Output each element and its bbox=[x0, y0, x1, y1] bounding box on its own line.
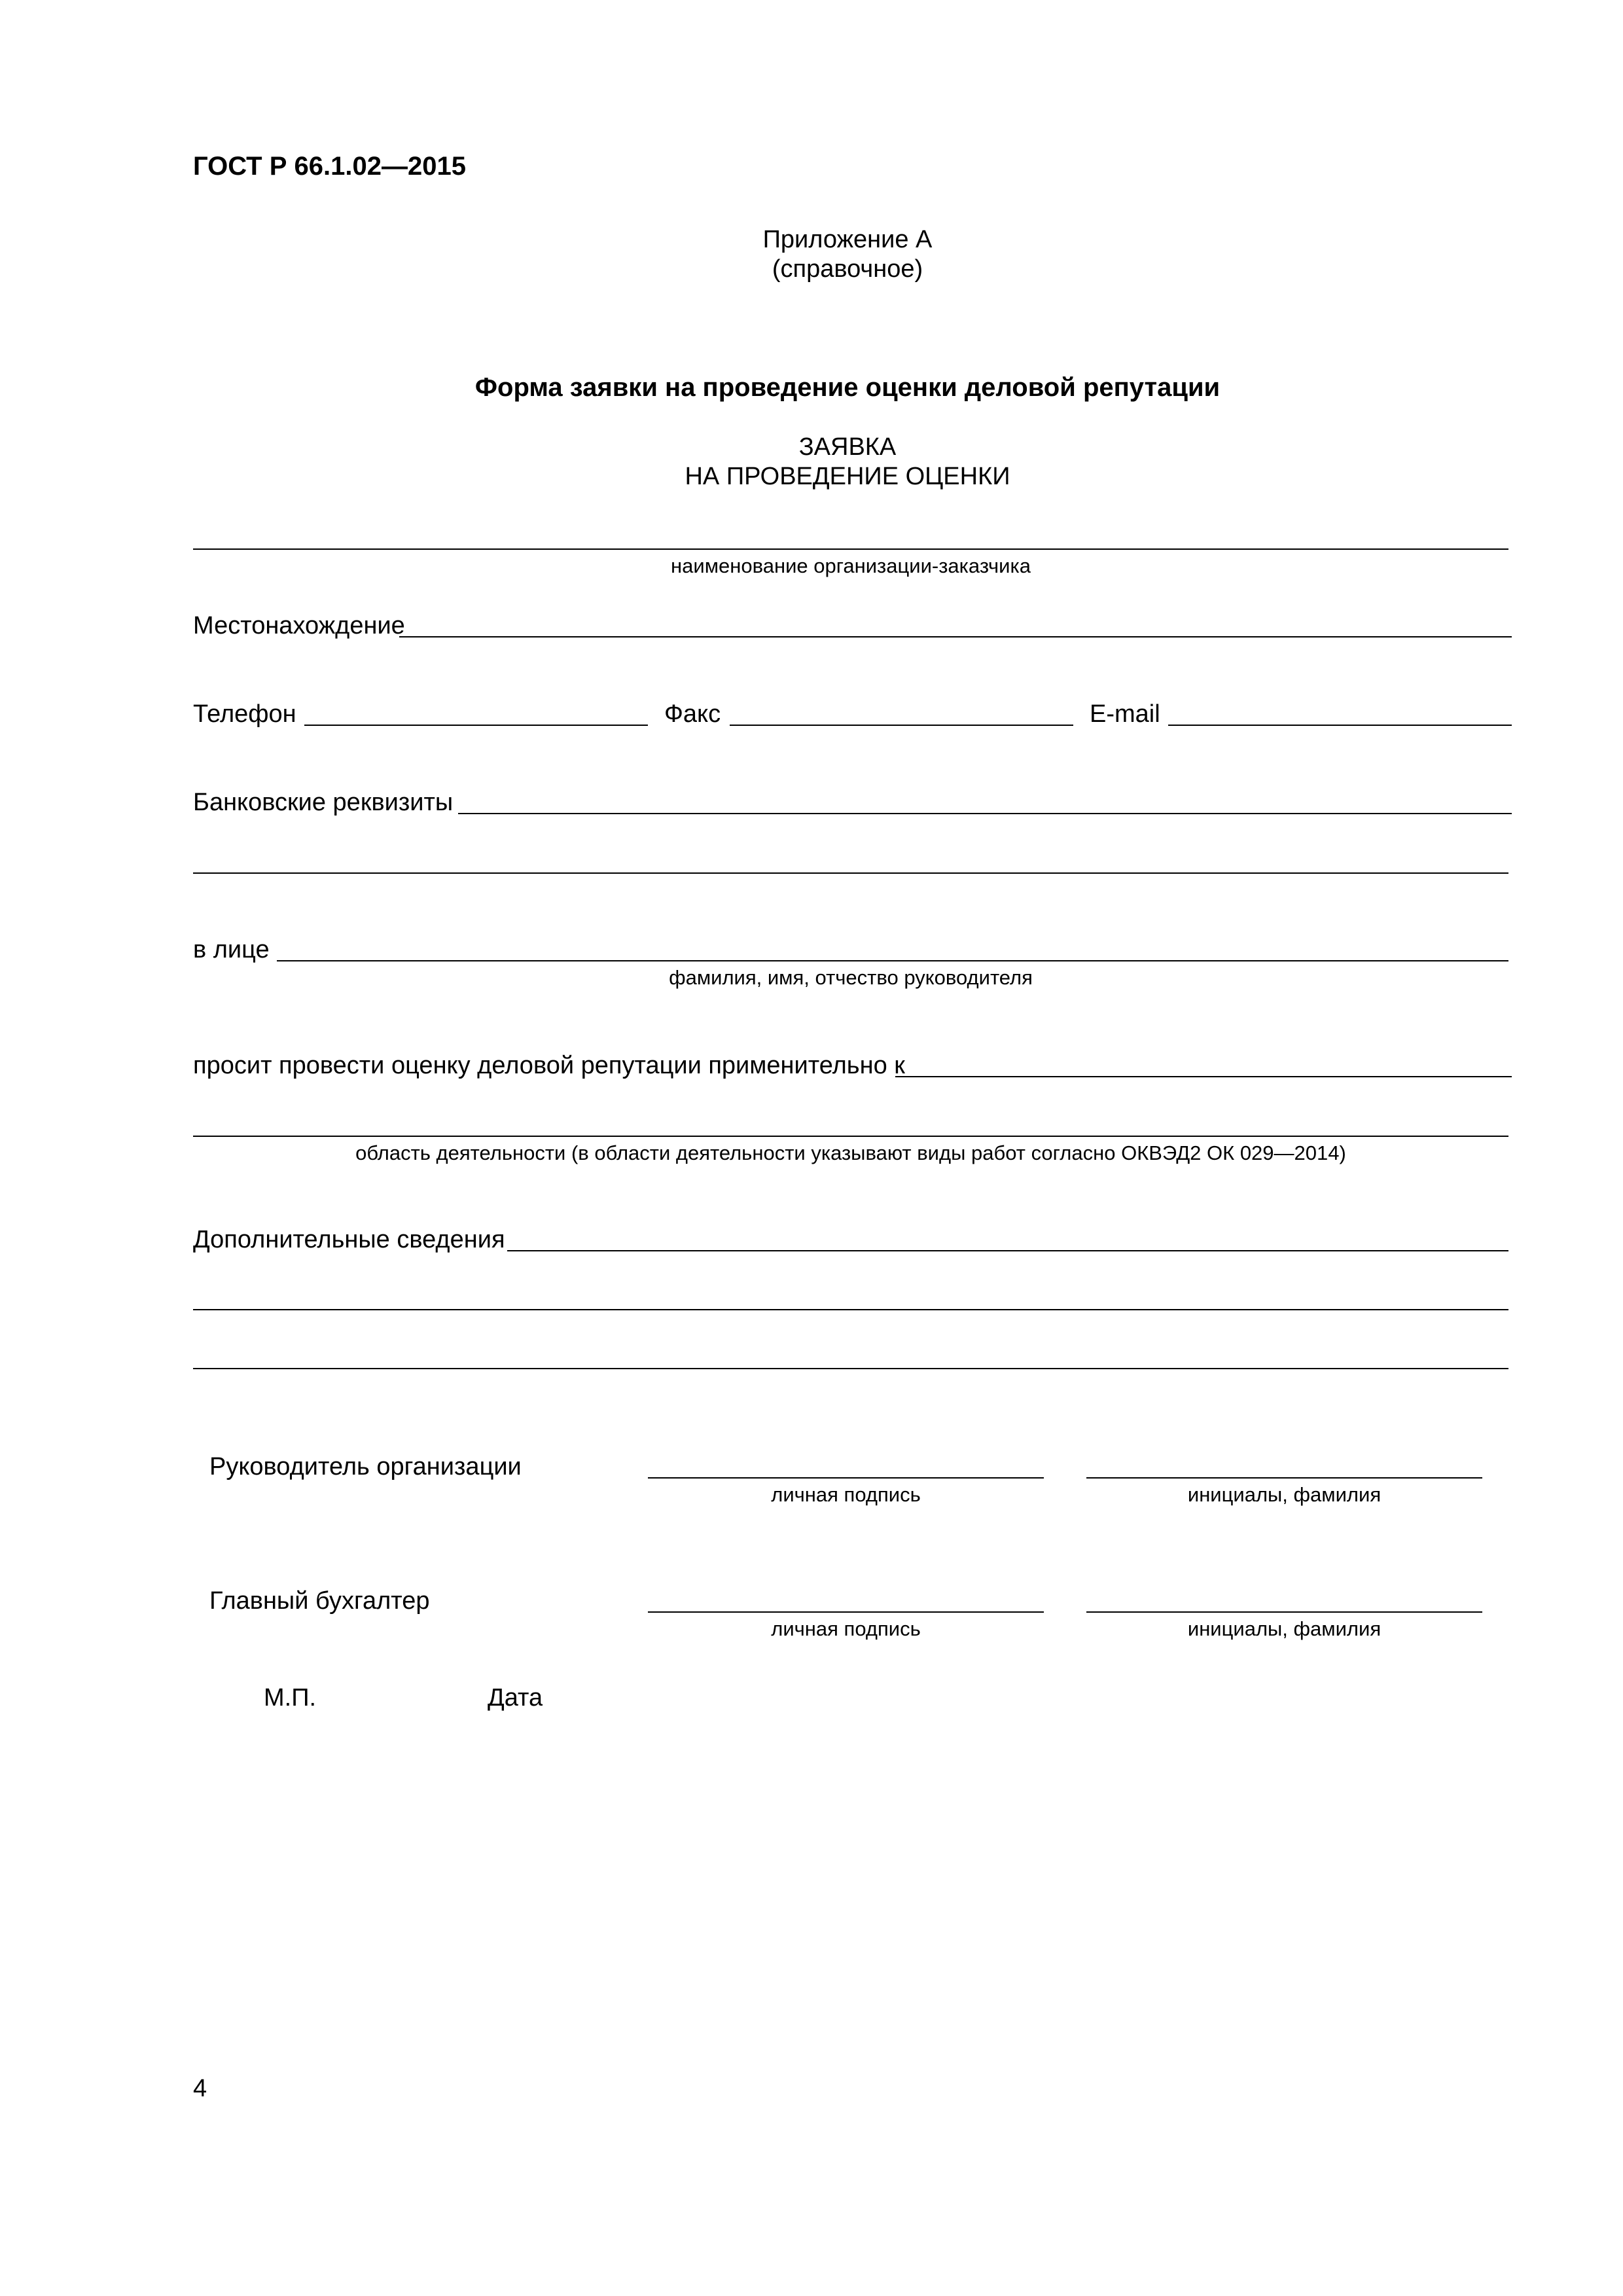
phone-label: Телефон bbox=[193, 700, 296, 728]
accountant-signature-field[interactable] bbox=[648, 1611, 1044, 1613]
request-label: просит провести оценку деловой репутации применительно к bbox=[193, 1052, 905, 1079]
head-signature-caption: личная подпись bbox=[771, 1483, 921, 1506]
bank-details-label: Банковские реквизиты bbox=[193, 789, 454, 816]
bank-details-field-2[interactable] bbox=[193, 872, 1508, 874]
org-name-caption: наименование организации-заказчика bbox=[671, 554, 1031, 577]
head-name-initials-caption: инициалы, фамилия bbox=[1187, 1483, 1382, 1506]
org-name-field[interactable] bbox=[193, 548, 1508, 550]
activity-caption: область деятельности (в области деятельности указывают виды работ согласно ОКВЭД2 ОК 029—2014) bbox=[355, 1141, 1346, 1164]
accountant-name-initials-caption: инициалы, фамилия bbox=[1187, 1617, 1382, 1640]
head-signature-field[interactable] bbox=[648, 1477, 1044, 1479]
stamp-label: М.П. bbox=[264, 1684, 317, 1712]
head-name-initials-field[interactable] bbox=[1086, 1477, 1482, 1479]
application-title-line1: ЗАЯВКА bbox=[798, 433, 897, 461]
fax-field[interactable] bbox=[730, 725, 1073, 726]
head-label: Руководитель организации bbox=[209, 1453, 522, 1480]
fax-label: Факс bbox=[664, 700, 721, 728]
location-label: Местонахождение bbox=[193, 612, 405, 639]
phone-field[interactable] bbox=[304, 725, 648, 726]
represented-by-label: в лице bbox=[193, 936, 270, 963]
bank-details-field[interactable] bbox=[458, 813, 1512, 814]
activity-field[interactable] bbox=[193, 1136, 1508, 1137]
appendix-title: Приложение А bbox=[762, 226, 933, 253]
email-label: E-mail bbox=[1090, 700, 1160, 728]
application-title-line2: НА ПРОВЕДЕНИЕ ОЦЕНКИ bbox=[685, 463, 1010, 490]
head-name-caption: фамилия, имя, отчество руководителя bbox=[669, 966, 1033, 989]
request-field[interactable] bbox=[895, 1076, 1512, 1077]
additional-info-field-3[interactable] bbox=[193, 1368, 1508, 1369]
additional-info-label: Дополнительные сведения bbox=[193, 1226, 505, 1253]
additional-info-field[interactable] bbox=[507, 1250, 1508, 1251]
form-title: Форма заявки на проведение оценки деловой репутации bbox=[474, 373, 1221, 402]
standard-code: ГОСТ Р 66.1.02—2015 bbox=[193, 152, 466, 181]
page-number: 4 bbox=[193, 2075, 207, 2102]
accountant-signature-caption: личная подпись bbox=[771, 1617, 921, 1640]
head-name-field[interactable] bbox=[277, 960, 1508, 961]
accountant-name-initials-field[interactable] bbox=[1086, 1611, 1482, 1613]
appendix-type: (справочное) bbox=[772, 255, 923, 283]
date-label: Дата bbox=[488, 1684, 543, 1712]
email-field[interactable] bbox=[1168, 725, 1512, 726]
accountant-label: Главный бухгалтер bbox=[209, 1587, 430, 1615]
location-field[interactable] bbox=[399, 636, 1512, 637]
additional-info-field-2[interactable] bbox=[193, 1309, 1508, 1310]
